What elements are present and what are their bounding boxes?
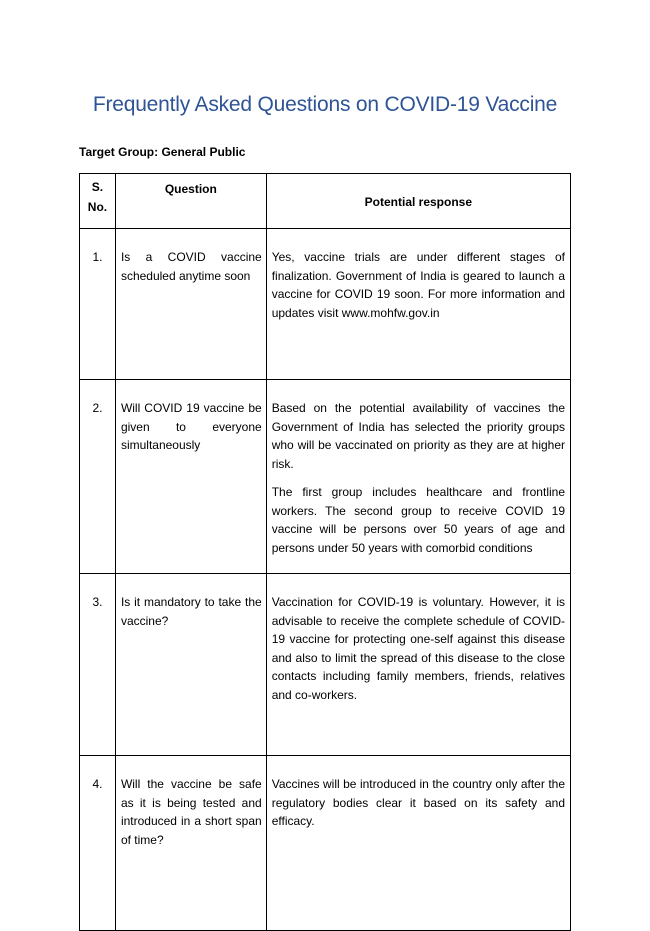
- row-response: [266, 756, 570, 931]
- target-group-label: Target Group: General Public: [79, 145, 246, 159]
- table-row: [80, 229, 571, 380]
- row-serial-number: 1.: [80, 229, 116, 380]
- header-serial-line1: S.: [91, 180, 104, 194]
- table-row: [80, 574, 571, 756]
- header-response: Potential response: [266, 174, 570, 229]
- row-serial-number: 3.: [80, 574, 116, 756]
- row-response: [266, 574, 570, 756]
- faq-table: [79, 173, 571, 931]
- response-paragraph: Yes, vaccine trials are under different stages of finalization. Government of India is geared to launch a vaccine for COVID 19 soon. For more information and updates visit www.mohfw.gov.in: [271, 250, 565, 320]
- document-title: Frequently Asked Questions on COVID-19 Vaccine: [92, 93, 558, 116]
- response-paragraph: Vaccination for COVID-19 is voluntary. However, it is advisable to receive the complete schedule of COVID-19 vaccine for protecting one-self against this disease and also to limit the spread of this disease to the close contacts including family members, friends, relatives and co-workers.: [271, 595, 565, 702]
- row-response: [266, 380, 570, 574]
- row-question: Will COVID 19 vaccine be given to everyone simultaneously: [115, 380, 266, 574]
- row-serial-number: 4.: [80, 756, 116, 931]
- response-paragraph: Vaccines will be introduced in the country only after the regulatory bodies clear it based on its safety and efficacy.: [271, 777, 565, 828]
- row-question: Is it mandatory to take the vaccine?: [115, 574, 266, 756]
- row-question: Is a COVID vaccine scheduled anytime soon: [115, 229, 266, 380]
- header-serial-line2: No.: [87, 200, 108, 214]
- row-question: Will the vaccine be safe as it is being tested and introduced in a short span of time?: [115, 756, 266, 931]
- row-response: [266, 229, 570, 380]
- table-row: [80, 380, 571, 574]
- response-paragraph: The first group includes healthcare and frontline workers. The second group to receive COVID 19 vaccine will be persons over 50 years of age and persons under 50 years with comorbid conditions: [271, 485, 565, 555]
- header-serial-number: [80, 174, 116, 229]
- header-question: Question: [115, 174, 266, 229]
- table-row: [80, 756, 571, 931]
- row-serial-number: 2.: [80, 380, 116, 574]
- table-header-row: [80, 174, 571, 229]
- response-paragraph: Based on the potential availability of vaccines the Government of India has selected the priority groups who will be vaccinated on priority as they are at higher risk.: [271, 401, 565, 471]
